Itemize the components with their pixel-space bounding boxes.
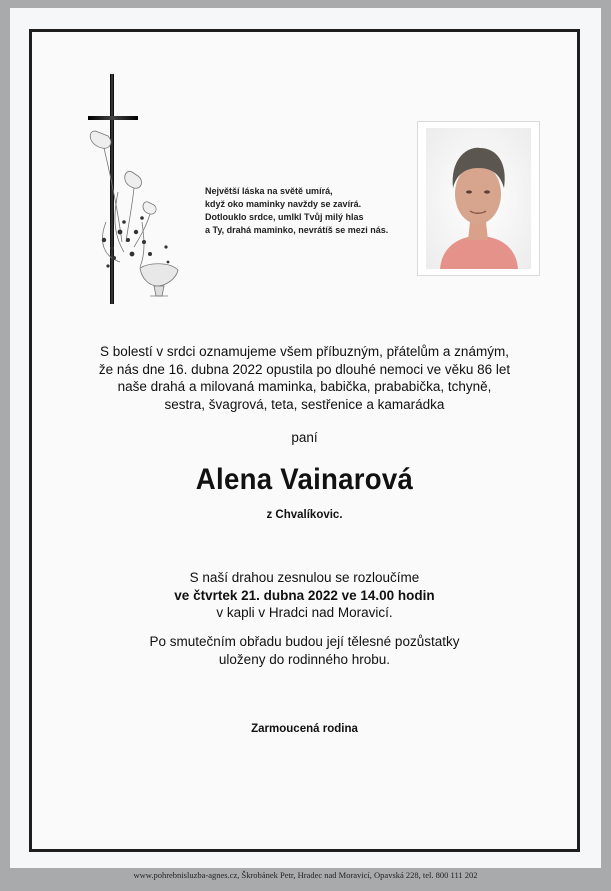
portrait-photo [417, 121, 540, 276]
deceased-name: Alena Vainarová [195, 463, 414, 496]
announcement-line: S bolestí v srdci oznamujeme všem příbuzným, přátelům a známým, [100, 344, 509, 359]
obituary-frame [29, 29, 580, 852]
honorific: paní [291, 430, 318, 445]
burial-note [32, 633, 577, 668]
funeral-date-time: ve čtvrtek 21. dubna 2022 ve 14.00 hodin [174, 587, 435, 603]
funeral-place: v kapli v Hradci nad Moravicí. [216, 605, 393, 620]
cross-icon [84, 72, 194, 312]
footer-contact: www.pohrebnisluzba-agnes.cz, Škrobánek Petr, Hradec nad Moravicí, Opavská 228, tel. 800 111 202 [133, 870, 478, 880]
family-signature: Zarmoucená rodina [251, 723, 358, 735]
funeral-intro: S naší drahou zesnulou se rozloučíme [189, 570, 420, 585]
announcement-line: naše drahá a milovaná maminka, babička, prababička, tchyně, [117, 379, 492, 394]
announcement-line: že nás dne 16. dubna 2022 opustila po dlouhé nemoci ve věku 86 let [98, 361, 511, 377]
announcement-text [32, 343, 577, 413]
burial-line: uloženy do rodinného hrobu. [218, 651, 391, 667]
deceased-origin: z Chvalíkovic. [266, 509, 343, 521]
calla-lily-bouquet-icon [90, 131, 178, 296]
verse-line: Největší láska na světě umírá, [205, 186, 333, 196]
verse-line: když oko maminky navždy se zavírá. [205, 199, 362, 209]
burial-line: Po smutečním obřadu budou její tělesné pozůstatky [149, 634, 460, 649]
memorial-verse [205, 185, 425, 237]
funeral-details [32, 569, 577, 622]
verse-line: a Ty, drahá maminko, nevrátíš se mezi nás. [205, 225, 389, 235]
verse-line: Dotlouklo srdce, umlkl Tvůj milý hlas [205, 212, 364, 222]
announcement-line: sestra, švagrová, teta, sestřenice a kamarádka [164, 396, 445, 412]
obituary-paper [10, 8, 601, 868]
